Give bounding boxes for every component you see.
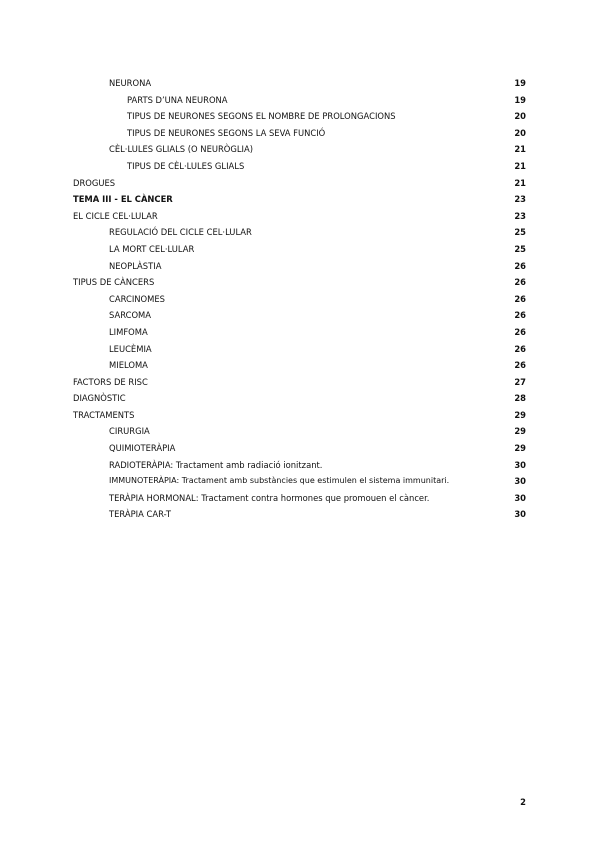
toc-entry-label: DROGUES — [73, 177, 116, 188]
toc-entry-label: SARCOMA — [109, 310, 151, 321]
toc-entry-label: TIPUS DE CÈL·LULES GLIALS — [127, 160, 245, 171]
toc-entry-page: 20 — [514, 127, 526, 138]
toc-entry-label: MIELOMA — [109, 360, 148, 371]
toc-entry[interactable] — [0, 423, 600, 440]
toc-chapter-heading[interactable] — [0, 191, 600, 208]
toc-entry-label: EL CICLE CEL·LULAR — [73, 210, 158, 221]
toc-entry-label: LEUCÈMIA — [109, 343, 152, 354]
toc-entry[interactable] — [0, 224, 600, 241]
toc-entry[interactable] — [0, 341, 600, 358]
table-of-contents — [0, 75, 600, 523]
toc-entry-label: DIAGNÒSTIC — [73, 393, 126, 404]
toc-entry-page: 30 — [514, 492, 526, 503]
toc-entry[interactable] — [0, 506, 600, 523]
toc-entry[interactable] — [0, 291, 600, 308]
toc-entry-label: TIPUS DE NEURONES SEGONS LA SEVA FUNCIÓ — [127, 127, 326, 138]
toc-entry-label: QUIMIOTERÀPIA — [109, 443, 176, 454]
toc-entry-page: 23 — [514, 210, 526, 221]
toc-entry[interactable] — [0, 307, 600, 324]
toc-entry-page: 26 — [514, 326, 526, 337]
toc-entry[interactable] — [0, 407, 600, 424]
toc-entry-label: TERÀPIA HORMONAL: Tractament contra hormones que promouen el càncer. — [109, 492, 430, 503]
toc-entry[interactable] — [0, 141, 600, 158]
toc-entry-page: 26 — [514, 343, 526, 354]
toc-entry[interactable] — [0, 175, 600, 192]
page-number: 2 — [520, 797, 526, 807]
toc-entry-label: CIRURGIA — [109, 426, 150, 437]
toc-entry-label: LA MORT CEL·LULAR — [109, 243, 195, 254]
toc-entry[interactable] — [0, 374, 600, 391]
toc-entry-label: IMMUNOTERÀPIA: Tractament amb substàncies que estimulen el sistema immunitari. — [109, 476, 450, 486]
toc-entry-page: 20 — [514, 111, 526, 122]
toc-entry[interactable] — [0, 258, 600, 275]
toc-entry[interactable] — [0, 274, 600, 291]
toc-entry-page: 25 — [514, 227, 526, 238]
toc-entry-label: PARTS D’UNA NEURONA — [127, 94, 228, 105]
toc-entry[interactable] — [0, 357, 600, 374]
toc-entry-label: LIMFOMA — [109, 326, 148, 337]
toc-entry-label: TIPUS DE NEURONES SEGONS EL NOMBRE DE PROLONGACIONS — [127, 111, 396, 122]
toc-entry-label: NEURONA — [109, 78, 152, 88]
toc-entry[interactable] — [0, 324, 600, 341]
toc-entry-label: TEMA III - EL CÀNCER — [73, 194, 173, 205]
toc-entry-label: NEOPLÀSTIA — [109, 260, 162, 271]
toc-entry-page: 26 — [514, 260, 526, 271]
toc-entry[interactable] — [0, 208, 600, 225]
toc-entry[interactable] — [0, 158, 600, 175]
toc-entry[interactable] — [0, 241, 600, 258]
toc-entry-page: 26 — [514, 277, 526, 288]
toc-entry-page: 26 — [514, 293, 526, 304]
toc-entry[interactable] — [0, 457, 600, 474]
toc-entry[interactable] — [0, 108, 600, 125]
toc-entry-page: 26 — [514, 310, 526, 321]
toc-entry[interactable] — [0, 490, 600, 507]
toc-entry-page: 19 — [514, 78, 526, 88]
toc-entry-label: TIPUS DE CÀNCERS — [73, 277, 155, 288]
toc-entry[interactable] — [0, 473, 600, 490]
toc-entry-page: 21 — [514, 144, 526, 155]
toc-entry[interactable] — [0, 440, 600, 457]
toc-entry-page: 30 — [514, 476, 526, 487]
toc-entry-label: CARCINOMES — [109, 293, 165, 304]
toc-entry[interactable] — [0, 75, 600, 92]
toc-entry[interactable] — [0, 125, 600, 142]
toc-entry-page: 29 — [514, 443, 526, 454]
toc-entry-label: RADIOTERÀPIA: Tractament amb radiació ionitzant. — [109, 459, 323, 470]
toc-entry-page: 30 — [514, 459, 526, 470]
toc-entry[interactable] — [0, 92, 600, 109]
toc-entry[interactable] — [0, 390, 600, 407]
toc-entry-page: 21 — [514, 160, 526, 171]
toc-entry-page: 30 — [514, 509, 526, 520]
toc-entry-page: 29 — [514, 426, 526, 437]
toc-entry-page: 28 — [514, 393, 526, 404]
toc-entry-page: 29 — [514, 409, 526, 420]
toc-entry-label: FACTORS DE RISC — [73, 376, 148, 387]
toc-entry-page: 25 — [514, 243, 526, 254]
toc-entry-page: 23 — [514, 194, 526, 205]
toc-entry-page: 27 — [514, 376, 526, 387]
toc-entry-page: 26 — [514, 360, 526, 371]
toc-entry-label: REGULACIÓ DEL CICLE CEL·LULAR — [109, 227, 252, 238]
toc-entry-page: 19 — [514, 94, 526, 105]
toc-entry-label: TERÀPIA CAR-T — [109, 509, 171, 520]
toc-entry-page: 21 — [514, 177, 526, 188]
toc-entry-label: CÈL·LULES GLIALS (O NEURÒGLIA) — [109, 144, 254, 155]
toc-entry-label: TRACTAMENTS — [73, 409, 135, 420]
